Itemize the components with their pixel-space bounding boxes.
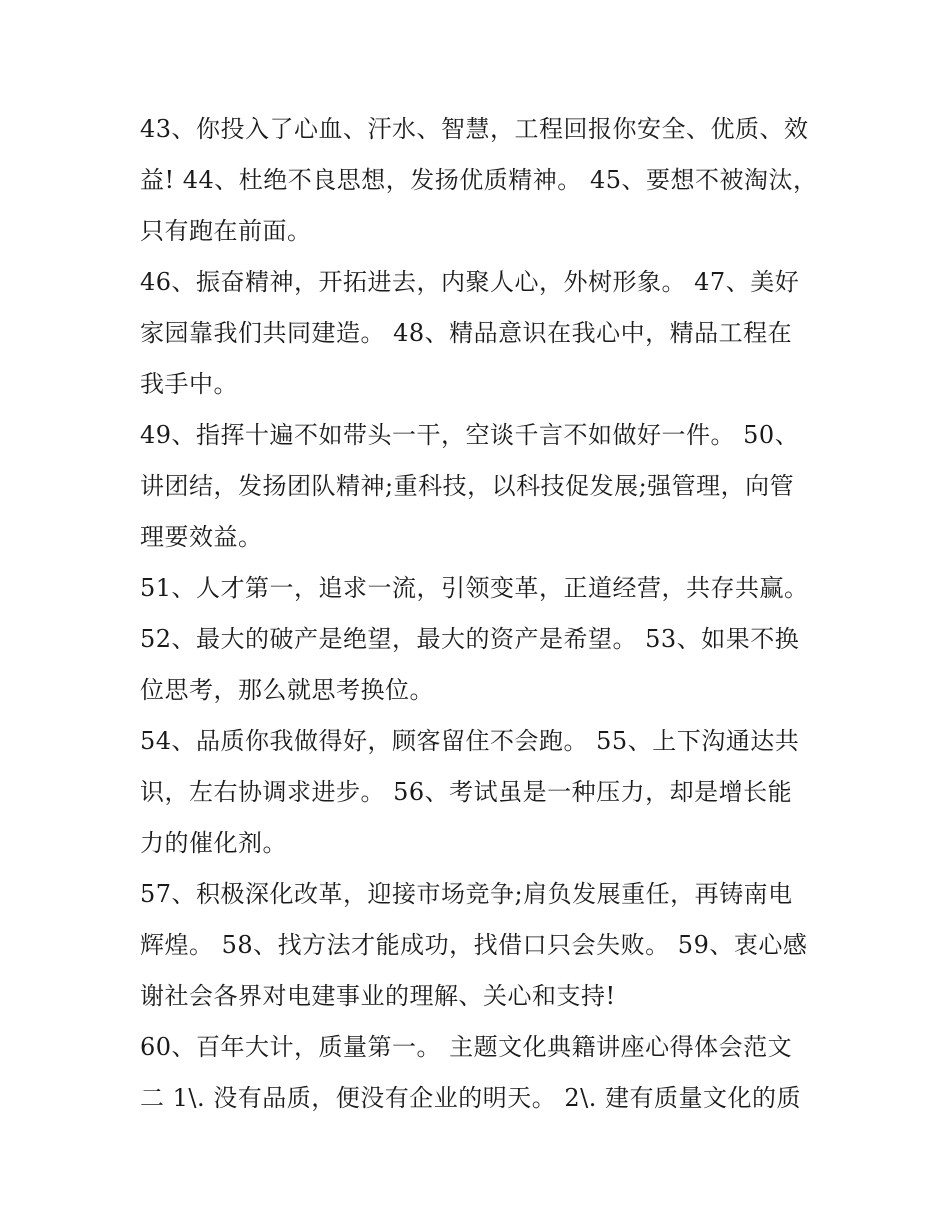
text-line: 家园靠我们共同建造。 48、精品意识在我心中，精品工程在	[140, 319, 793, 347]
text-line: 位思考，那么就思考换位。	[140, 676, 434, 704]
text-line: 60、百年大计，质量第一。 主题文化典籍讲座心得体会范文	[140, 1033, 793, 1061]
text-line: 57、积极深化改革，迎接市场竞争;肩负发展重任，再铸南电	[140, 880, 793, 908]
text-line: 益! 44、杜绝不良思想，发扬优质精神。 45、要想不被淘汰，	[140, 166, 818, 194]
text-line: 辉煌。 58、找方法才能成功，找借口只会失败。 59、衷心感	[140, 931, 808, 959]
text-line: 49、指挥十遍不如带头一干，空谈千言不如做好一件。 50、	[140, 421, 800, 449]
text-line: 讲团结，发扬团队精神;重科技，以科技促发展;强管理，向管	[140, 472, 795, 500]
text-line: 力的催化剂。	[140, 829, 287, 857]
document-body	[140, 104, 820, 1124]
text-line: 二 1\. 没有品质，便没有企业的明天。 2\. 建有质量文化的质	[140, 1084, 801, 1112]
text-line: 只有跑在前面。	[140, 217, 312, 245]
text-line: 51、人才第一，追求一流，引领变革，正道经营，共存共赢。	[140, 574, 809, 602]
text-line: 我手中。	[140, 370, 238, 398]
text-line: 43、你投入了心血、汗水、智慧，工程回报你安全、优质、效	[140, 115, 809, 143]
text-line: 理要效益。	[140, 523, 263, 551]
text-line: 54、品质你我做得好，顾客留住不会跑。 55、上下沟通达共	[140, 727, 800, 755]
text-line: 52、最大的破产是绝望，最大的资产是希望。 53、如果不换	[140, 625, 800, 653]
text-line: 谢社会各界对电建事业的理解、关心和支持!	[140, 982, 616, 1010]
text-line: 46、振奋精神，开拓进去，内聚人心，外树形象。 47、美好	[140, 268, 800, 296]
text-line: 识，左右协调求进步。 56、考试虽是一种压力，却是增长能	[140, 778, 793, 806]
